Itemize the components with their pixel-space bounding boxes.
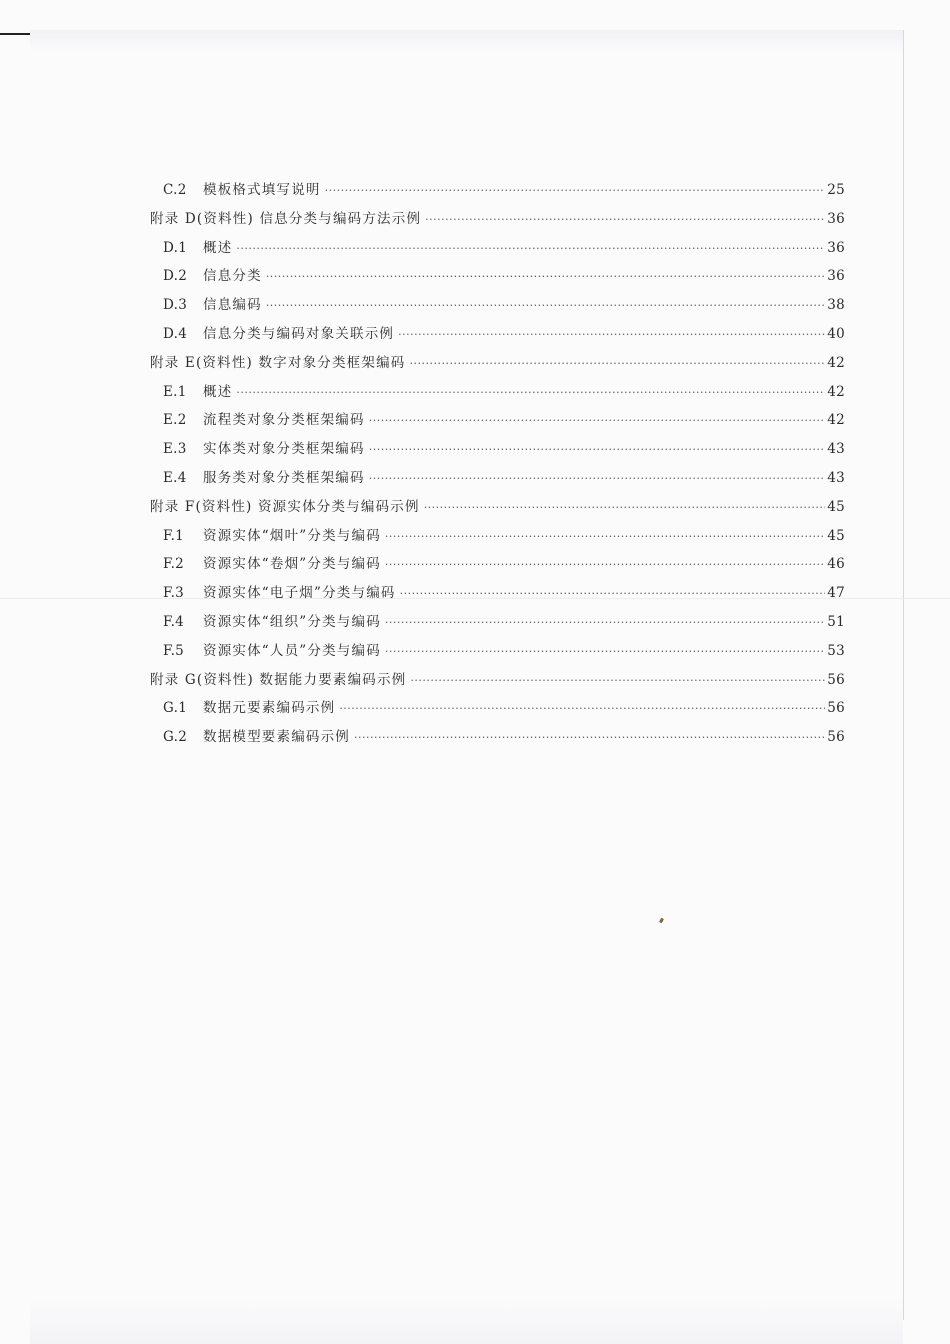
toc-entry-title: 服务类对象分类框架编码 <box>203 469 365 486</box>
toc-page-number: 56 <box>827 729 845 746</box>
toc-entry-number: F.1 <box>163 527 185 544</box>
toc-page-number: 36 <box>827 210 845 227</box>
toc-dot-leader <box>385 638 825 667</box>
toc-dot-leader <box>369 407 826 436</box>
toc-appendix-entry[interactable] <box>150 205 845 234</box>
toc-appendix-entry[interactable] <box>150 666 845 695</box>
toc-section-entry[interactable] <box>150 406 845 435</box>
toc-section-entry[interactable] <box>150 291 845 320</box>
toc-section-entry[interactable] <box>150 608 845 637</box>
toc-entry-title: 概述 <box>203 383 233 400</box>
toc-section-entry[interactable] <box>150 234 845 263</box>
toc-section-entry[interactable] <box>150 378 845 407</box>
toc-page-number: 38 <box>827 297 845 314</box>
toc-entry-title: 信息分类 <box>203 268 262 285</box>
page-bottom-shade <box>30 1300 903 1344</box>
toc-entry-number: D.1 <box>163 239 188 256</box>
toc-page-number: 42 <box>827 412 845 429</box>
toc-dot-leader <box>400 580 826 609</box>
toc-entry-title: 数据元要素编码示例 <box>203 700 336 717</box>
toc-page-number: 45 <box>827 527 845 544</box>
toc-entry-number: C.2 <box>163 182 187 198</box>
page-top-shade <box>30 30 903 52</box>
toc-dot-leader <box>385 609 825 638</box>
toc-page-number: 45 <box>827 498 845 515</box>
toc-entry-title: 资源实体“组织”分类与编码 <box>203 613 381 630</box>
toc-entry-title: 附录 G(资料性) 数据能力要素编码示例 <box>150 671 407 688</box>
toc-entry-title: 附录 E(资料性) 数字对象分类框架编码 <box>150 354 406 371</box>
page-right-border <box>903 30 904 1320</box>
toc-entry-title: 模板格式填写说明 <box>203 182 321 198</box>
scan-edge-mark <box>0 33 30 35</box>
toc-section-entry[interactable] <box>150 435 845 464</box>
toc-section-entry[interactable] <box>150 694 845 723</box>
toc-entry-number: D.4 <box>163 325 188 342</box>
toc-entry-title: 资源实体“人员”分类与编码 <box>203 642 381 659</box>
toc-entry-title: 概述 <box>203 239 233 256</box>
toc-page-number: 53 <box>827 642 845 659</box>
table-of-contents <box>150 176 845 752</box>
toc-entry-number: F.5 <box>163 642 185 659</box>
toc-page-number: 40 <box>827 325 845 342</box>
toc-dot-leader <box>236 235 825 264</box>
toc-entry-number: E.2 <box>163 412 187 429</box>
toc-page-number: 36 <box>827 239 845 256</box>
toc-page-number: 51 <box>827 613 845 630</box>
toc-section-entry[interactable] <box>150 464 845 493</box>
toc-section-entry[interactable] <box>150 176 845 205</box>
toc-entry-number: E.3 <box>163 441 187 458</box>
toc-entry-title: 附录 D(资料性) 信息分类与编码方法示例 <box>150 210 422 227</box>
toc-page-number: 47 <box>827 585 845 602</box>
toc-entry-title: 资源实体“烟叶”分类与编码 <box>203 527 381 544</box>
toc-dot-leader <box>410 667 825 696</box>
toc-entry-number: G.2 <box>163 729 188 746</box>
toc-page-number: 43 <box>827 469 845 486</box>
toc-dot-leader <box>409 350 825 379</box>
toc-page-number: 36 <box>827 268 845 285</box>
toc-entry-title: 流程类对象分类框架编码 <box>203 412 365 429</box>
toc-entry-title: 数据模型要素编码示例 <box>203 729 350 746</box>
toc-page-number: 56 <box>827 671 845 688</box>
toc-section-entry[interactable] <box>150 637 845 666</box>
toc-page-number: 56 <box>827 700 845 717</box>
toc-entry-number: F.3 <box>163 585 185 602</box>
toc-entry-number: G.1 <box>163 700 188 717</box>
toc-entry-title: 资源实体“电子烟”分类与编码 <box>203 585 396 602</box>
toc-dot-leader <box>325 177 826 206</box>
toc-entry-title: 信息编码 <box>203 297 262 314</box>
toc-entry-number: E.1 <box>163 383 187 400</box>
toc-entry-number: F.2 <box>163 556 185 573</box>
toc-dot-leader <box>339 695 825 724</box>
toc-entry-number: F.4 <box>163 613 185 630</box>
toc-dot-leader <box>266 292 825 321</box>
toc-dot-leader <box>354 724 825 753</box>
toc-page-number: 42 <box>827 354 845 371</box>
toc-entry-number: D.2 <box>163 268 188 285</box>
toc-section-entry[interactable] <box>150 579 845 608</box>
toc-section-entry[interactable] <box>150 723 845 752</box>
toc-page-number: 46 <box>827 556 845 573</box>
toc-dot-leader <box>385 551 825 580</box>
toc-dot-leader <box>369 436 826 465</box>
toc-dot-leader <box>369 465 826 494</box>
toc-appendix-entry[interactable] <box>150 349 845 378</box>
toc-dot-leader <box>425 206 825 235</box>
toc-entry-number: D.3 <box>163 297 188 314</box>
toc-entry-number: E.4 <box>163 469 187 486</box>
toc-section-entry[interactable] <box>150 550 845 579</box>
toc-entry-title: 附录 F(资料性) 资源实体分类与编码示例 <box>150 498 420 515</box>
toc-page-number: 25 <box>827 182 845 198</box>
toc-dot-leader <box>424 494 826 523</box>
toc-entry-title: 资源实体“卷烟”分类与编码 <box>203 556 381 573</box>
scan-speck <box>659 918 664 924</box>
toc-section-entry[interactable] <box>150 320 845 349</box>
toc-appendix-entry[interactable] <box>150 493 845 522</box>
toc-page-number: 43 <box>827 441 845 458</box>
toc-dot-leader <box>398 321 825 350</box>
toc-dot-leader <box>236 379 825 408</box>
toc-page-number: 42 <box>827 383 845 400</box>
toc-section-entry[interactable] <box>150 522 845 551</box>
toc-entry-title: 信息分类与编码对象关联示例 <box>203 325 395 342</box>
toc-section-entry[interactable] <box>150 262 845 291</box>
toc-entry-title: 实体类对象分类框架编码 <box>203 441 365 458</box>
toc-dot-leader <box>266 263 825 292</box>
toc-dot-leader <box>385 523 825 552</box>
